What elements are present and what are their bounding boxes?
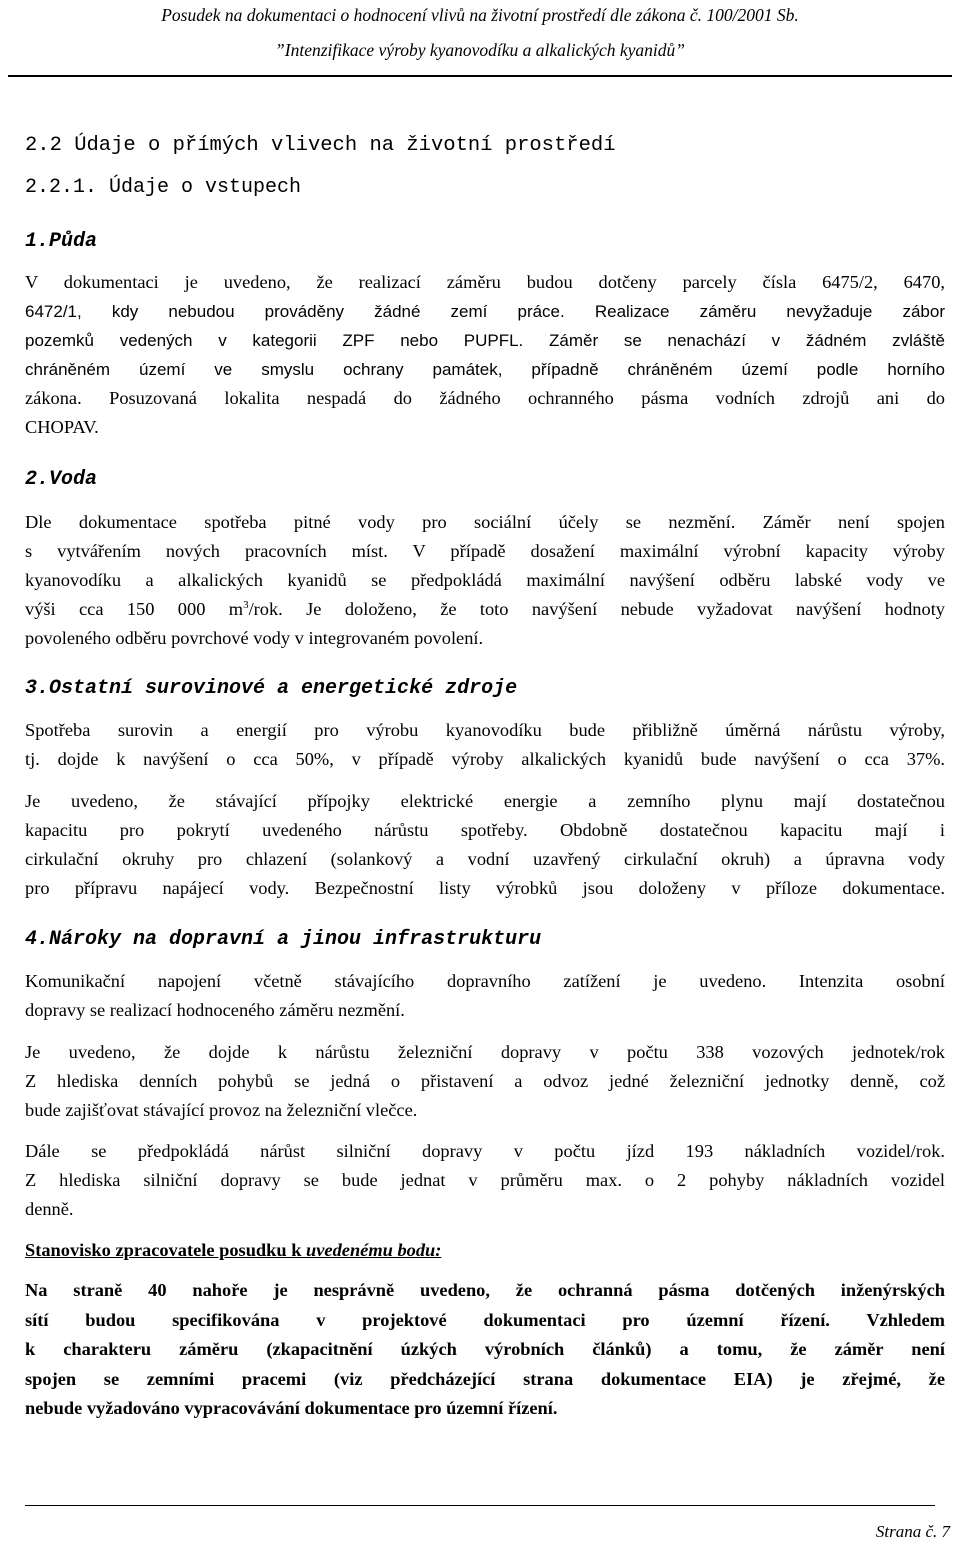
text-line: dopravy se realizací hodnoceného záměru nezmění. bbox=[25, 1000, 405, 1020]
text-line: Na straně 40 nahoře je nesprávně uvedeno, že ochranná pásma dotčených inženýrských bbox=[25, 1280, 945, 1300]
subsection-title: 2.2.1. Údaje o vstupech bbox=[25, 176, 302, 199]
text-line: tj. dojde k navýšení o cca 50%, v případě výroby alkalických kyanidů bude navýšení o cca 37%. bbox=[25, 749, 945, 769]
heading-ostatni: 3.Ostatní surovinové a energetické zdroje bbox=[25, 677, 518, 700]
text-line: Dále se předpokládá nárůst silniční dopravy v počtu jízd 193 nákladních vozidel/rok. bbox=[25, 1141, 945, 1161]
section-title: 2.2 Údaje o přímých vlivech na životní prostředí bbox=[25, 134, 616, 157]
statement-label bbox=[25, 1236, 945, 1265]
text-line: Z hlediska denních pohybů se jedná o přistavení a odvoz jedné železniční jednotky denně, což bbox=[25, 1071, 945, 1091]
text-line: Spotřeba surovin a energií pro výrobu kyanovodíku bude přibližně úměrná nárůstu výroby, bbox=[25, 720, 945, 740]
text-line: nebude vyžadováno vypracovávání dokumentace pro územní řízení. bbox=[25, 1398, 558, 1418]
text-line: sítí budou specifikována v projektové dokumentaci pro územní řízení. Vzhledem bbox=[25, 1309, 945, 1330]
text-line: Dle dokumentace spotřeba pitné vody pro sociální účely se nezmění. Záměr není spojen bbox=[25, 512, 945, 532]
header-divider bbox=[8, 75, 952, 77]
text-line: spojen se zemními pracemi (viz předcházející strana dokumentace EIA) je zřejmé, že bbox=[25, 1368, 945, 1389]
text-line: Komunikační napojení včetně stávajícího dopravního zatížení je uvedeno. Intenzita osobní bbox=[25, 971, 945, 991]
text-line: kyanovodíku a alkalických kyanidů se předpokládá maximální navýšení odběru labské vody ve bbox=[25, 570, 945, 590]
text-line: k charakteru záměru (zkapacitnění úzkých výrobních článků) a tomu, že záměr není bbox=[25, 1339, 945, 1359]
paragraph-puda bbox=[25, 268, 945, 442]
text-line: bude zajišťovat stávající provoz na železniční vlečce. bbox=[25, 1100, 418, 1120]
text-line: 6472/1, kdy nebudou prováděny žádné zemí práce. Realizace záměru nevyžaduje zábor bbox=[25, 302, 945, 321]
statement-text bbox=[25, 1276, 945, 1424]
text-line: Je uvedeno, že stávající přípojky elektrické energie a zemního plynu mají dostatečnou bbox=[25, 791, 945, 811]
text-line: CHOPAV. bbox=[25, 417, 99, 437]
paragraph-naroky-1 bbox=[25, 967, 945, 1025]
text-line: Z hlediska silniční dopravy se bude jednat v průměru max. o 2 pohyby nákladních vozidel bbox=[25, 1170, 945, 1190]
text-segment: /rok. Je doloženo, že toto navýšení nebude vyžadovat navýšení hodnoty bbox=[248, 599, 945, 619]
text-line: pozemků vedených v kategorii ZPF nebo PUPFL. Záměr se nenachází v žádném zvláště bbox=[25, 331, 945, 350]
footer-divider bbox=[25, 1505, 935, 1506]
statement-label-line bbox=[25, 1236, 945, 1265]
paragraph-voda bbox=[25, 508, 945, 653]
statement-label-italic: uvedenému bodu: bbox=[306, 1240, 442, 1260]
heading-voda: 2.Voda bbox=[25, 468, 98, 491]
heading-naroky: 4.Nároky na dopravní a jinou infrastrukturu bbox=[25, 928, 542, 951]
text-line: pro přípravu napájecí vody. Bezpečnostní listy výrobků jsou doloženy v příloze dokumentace. bbox=[25, 878, 945, 898]
text-line: denně. bbox=[25, 1199, 74, 1219]
paragraph-ostatni-1 bbox=[25, 716, 945, 774]
heading-puda: 1.Půda bbox=[25, 230, 98, 253]
text-line: kapacitu pro pokrytí uvedeného nárůstu spotřeby. Obdobně dostatečnou kapacitu mají i bbox=[25, 820, 945, 840]
text-segment: výši cca 150 000 m bbox=[25, 599, 244, 619]
text-line: zákona. Posuzovaná lokalita nespadá do žádného ochranného pásma vodních zdrojů ani do bbox=[25, 388, 945, 408]
running-header-project: ”Intenzifikace výroby kyanovodíku a alkalických kyanidů” bbox=[275, 40, 685, 60]
paragraph-naroky-3 bbox=[25, 1137, 945, 1224]
paragraph-ostatni-2 bbox=[25, 787, 945, 903]
text-line bbox=[25, 595, 945, 624]
page-number: Strana č. 7 bbox=[875, 1522, 950, 1541]
text-line: Je uvedeno, že dojde k nárůstu železniční dopravy v počtu 338 vozových jednotek/rok bbox=[25, 1042, 945, 1062]
text-line: chráněném území ve smyslu ochrany památek, případně chráněném území podle horního bbox=[25, 360, 945, 379]
text-line: povoleného odběru povrchové vody v integrovaném povolení. bbox=[25, 628, 484, 648]
statement-label-text: Stanovisko zpracovatele posudku k bbox=[25, 1240, 307, 1260]
text-line: V dokumentaci je uvedeno, že realizací záměru budou dotčeny parcely čísla 6475/2, 6470, bbox=[25, 272, 945, 292]
text-line: s vytvářením nových pracovních míst. V případě dosažení maximální výrobní kapacity výroby bbox=[25, 541, 945, 561]
superscript: 3 bbox=[243, 598, 249, 611]
text-line: cirkulační okruhy pro chlazení (solankový a vodní uzavřený cirkulační okruh) a úpravna vody bbox=[25, 849, 945, 869]
paragraph-naroky-2 bbox=[25, 1038, 945, 1125]
running-header-title: Posudek na dokumentaci o hodnocení vlivů na životní prostředí dle zákona č. 100/2001 Sb. bbox=[161, 5, 799, 25]
